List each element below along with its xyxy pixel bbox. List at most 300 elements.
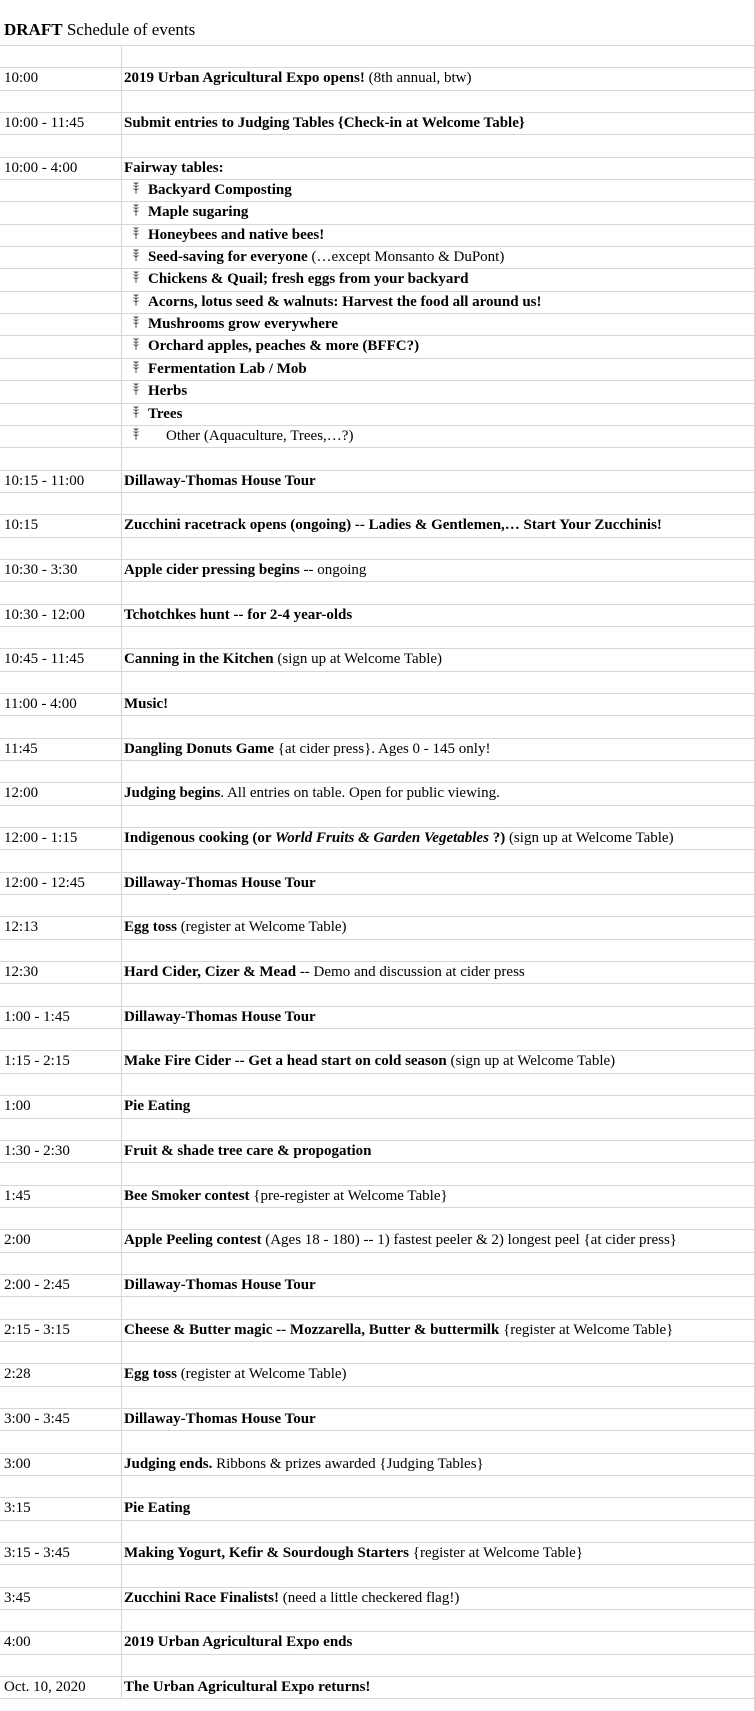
table-row[interactable] — [0, 1431, 755, 1453]
time-cell[interactable]: 12:00 - 1:15 — [4, 830, 78, 847]
time-cell[interactable]: 10:15 — [4, 517, 39, 534]
time-cell[interactable] — [4, 984, 116, 1005]
event-text: Fruit & shade tree care & propogation — [124, 1142, 372, 1159]
table-row[interactable] — [0, 739, 755, 761]
event-cell[interactable] — [121, 605, 755, 626]
event-cell[interactable] — [121, 269, 755, 290]
event-text: Hard Cider, Cizer & Mead — [124, 964, 297, 981]
event-text: (need a little checkered flag!) — [279, 1589, 460, 1606]
event-cell[interactable] — [121, 1409, 755, 1430]
time-cell[interactable] — [4, 314, 116, 335]
event-cell[interactable] — [121, 1297, 755, 1318]
event-text: World Fruits & Garden Vegetables — [275, 830, 489, 847]
table-row[interactable] — [0, 1051, 755, 1073]
time-cell[interactable]: 10:45 - 11:45 — [4, 651, 85, 668]
event-cell[interactable] — [121, 158, 755, 179]
table-row[interactable] — [0, 582, 755, 604]
table-row[interactable] — [0, 336, 755, 358]
event-cell[interactable] — [121, 1141, 755, 1162]
table-row[interactable] — [0, 1387, 755, 1409]
wheat-sprig-icon — [124, 247, 148, 268]
table-row[interactable] — [0, 381, 755, 403]
table-row[interactable] — [0, 649, 755, 671]
event-cell[interactable] — [121, 1498, 755, 1519]
event-cell[interactable] — [121, 1119, 755, 1140]
time-cell[interactable] — [4, 1253, 116, 1274]
time-cell[interactable]: 10:15 - 11:00 — [4, 472, 85, 489]
event-text: Maple sugaring — [148, 204, 249, 221]
event-cell[interactable] — [121, 225, 755, 246]
event-cell[interactable] — [121, 68, 755, 89]
event-cell[interactable] — [121, 672, 755, 693]
event-cell[interactable] — [121, 1275, 755, 1296]
event-cell[interactable] — [121, 1253, 755, 1274]
table-row[interactable] — [0, 91, 755, 113]
table-row[interactable] — [0, 560, 755, 582]
time-cell[interactable] — [4, 716, 116, 737]
event-text: Pie Eating — [124, 1500, 191, 1517]
table-row[interactable] — [0, 694, 755, 716]
table-row[interactable] — [0, 538, 755, 560]
event-cell[interactable] — [121, 1632, 755, 1653]
event-text: Make Fire Cider -- Get a head start on cold season — [124, 1053, 447, 1070]
table-row[interactable] — [0, 1275, 755, 1297]
event-cell[interactable] — [121, 1051, 755, 1072]
event-cell[interactable] — [121, 381, 755, 402]
event-text: Honeybees and native bees! — [148, 226, 325, 243]
time-cell[interactable] — [4, 1610, 116, 1631]
time-cell[interactable]: 3:15 - 3:45 — [4, 1545, 70, 1562]
event-cell[interactable] — [121, 180, 755, 201]
table-row[interactable] — [0, 1208, 755, 1230]
time-cell[interactable]: 10:30 - 12:00 — [4, 606, 85, 623]
table-row[interactable] — [0, 1409, 755, 1431]
event-cell[interactable] — [121, 1565, 755, 1586]
wheat-sprig-icon — [124, 202, 148, 223]
time-cell[interactable]: 11:00 - 4:00 — [4, 695, 77, 712]
event-cell[interactable] — [121, 1610, 755, 1631]
time-cell[interactable] — [4, 761, 116, 782]
time-cell[interactable] — [4, 895, 116, 916]
time-cell[interactable] — [4, 1476, 116, 1497]
event-text: Apple Peeling contest — [124, 1232, 262, 1249]
table-row[interactable] — [0, 448, 755, 470]
event-cell[interactable] — [121, 739, 755, 760]
time-cell[interactable] — [4, 404, 116, 425]
time-cell[interactable] — [4, 1163, 116, 1184]
event-cell[interactable] — [121, 806, 755, 827]
table-row[interactable] — [0, 828, 755, 850]
draft-label: DRAFT — [4, 20, 63, 39]
wheat-sprig-icon — [124, 180, 148, 201]
event-text: (8th annual, btw) — [364, 70, 472, 87]
time-cell[interactable] — [4, 269, 116, 290]
time-cell[interactable]: Oct. 10, 2020 — [4, 1679, 86, 1696]
time-cell[interactable] — [4, 135, 116, 156]
time-cell[interactable] — [4, 336, 116, 357]
time-cell[interactable]: 4:00 — [4, 1634, 31, 1651]
table-row[interactable] — [0, 940, 755, 962]
time-cell[interactable]: 2:28 — [4, 1366, 31, 1383]
table-row[interactable] — [0, 962, 755, 984]
event-cell[interactable] — [121, 404, 755, 425]
event-text: Orchard apples, peaches & more (BFFC?) — [148, 338, 420, 355]
table-row[interactable] — [0, 1297, 755, 1319]
table-row[interactable] — [0, 1029, 755, 1051]
time-cell[interactable] — [4, 1342, 116, 1363]
time-cell[interactable]: 1:00 — [4, 1098, 31, 1115]
event-cell[interactable] — [121, 292, 755, 313]
event-text: Music! — [124, 695, 169, 712]
time-cell[interactable]: 11:45 — [4, 740, 38, 757]
table-row[interactable] — [0, 68, 755, 90]
event-cell[interactable] — [121, 1074, 755, 1095]
event-text: (register at Welcome Table) — [176, 1366, 347, 1383]
event-cell[interactable] — [121, 761, 755, 782]
event-cell[interactable] — [121, 560, 755, 581]
event-text: Apple cider pressing begins — [124, 561, 300, 578]
event-text: Mushrooms grow everywhere — [148, 316, 338, 333]
table-row[interactable] — [0, 1610, 755, 1632]
wheat-sprig-icon — [124, 359, 148, 380]
time-cell[interactable] — [4, 1387, 116, 1408]
time-cell[interactable] — [4, 582, 116, 603]
event-text: {register at Welcome Table} — [409, 1545, 584, 1562]
table-row[interactable] — [0, 1253, 755, 1275]
wheat-sprig-icon — [124, 404, 148, 425]
time-cell[interactable] — [4, 180, 116, 201]
table-row[interactable] — [0, 1565, 755, 1587]
time-cell[interactable]: 3:00 - 3:45 — [4, 1410, 70, 1427]
time-cell[interactable]: 3:00 — [4, 1455, 31, 1472]
event-text: (sign up at Welcome Table) — [273, 651, 443, 668]
event-cell[interactable] — [121, 962, 755, 983]
event-text: 2019 Urban Agricultural Expo opens! — [124, 70, 365, 87]
event-text: Herbs — [148, 383, 188, 400]
event-cell[interactable] — [121, 1007, 755, 1028]
event-cell[interactable] — [121, 850, 755, 871]
event-cell[interactable] — [121, 582, 755, 603]
event-text: Zucchini Race Finalists! — [124, 1589, 280, 1606]
event-text: {register at Welcome Table} — [499, 1321, 674, 1338]
event-text: Acorns, lotus seed & walnuts: Harvest the food all around us! — [148, 293, 542, 310]
event-cell[interactable] — [121, 1163, 755, 1184]
event-cell[interactable] — [121, 895, 755, 916]
event-text: Canning in the Kitchen — [124, 651, 274, 668]
time-cell[interactable] — [4, 806, 116, 827]
title-row[interactable] — [0, 0, 755, 46]
event-text: ?) — [488, 830, 506, 847]
time-cell[interactable] — [4, 493, 116, 514]
event-text: Dillaway-Thomas House Tour — [124, 1410, 316, 1427]
event-cell[interactable] — [121, 91, 755, 112]
event-text: Zucchini racetrack opens (ongoing) -- Ladies & Gentlemen,… Start Your Zucchinis! — [124, 517, 662, 534]
table-row[interactable] — [0, 783, 755, 805]
event-cell[interactable] — [121, 1096, 755, 1117]
table-row[interactable] — [0, 1655, 755, 1677]
event-cell[interactable] — [121, 649, 755, 670]
table-row[interactable] — [0, 493, 755, 515]
time-cell[interactable] — [4, 448, 116, 469]
event-text: Dillaway-Thomas House Tour — [124, 1008, 316, 1025]
table-row[interactable] — [0, 46, 755, 68]
event-cell[interactable] — [121, 1431, 755, 1452]
schedule-rows — [0, 46, 755, 1699]
table-row[interactable] — [0, 404, 755, 426]
table-row[interactable] — [0, 247, 755, 269]
time-cell[interactable] — [4, 940, 116, 961]
table-row[interactable] — [0, 202, 755, 224]
event-cell[interactable] — [121, 1677, 755, 1698]
time-cell[interactable] — [4, 850, 116, 871]
table-row[interactable] — [0, 895, 755, 917]
time-cell[interactable]: 2:15 - 3:15 — [4, 1321, 70, 1338]
time-cell[interactable] — [4, 1119, 116, 1140]
time-cell[interactable] — [4, 46, 116, 67]
table-row[interactable] — [0, 1498, 755, 1520]
table-row[interactable] — [0, 984, 755, 1006]
event-cell[interactable] — [121, 1029, 755, 1050]
event-text: Cheese & Butter magic -- Mozzarella, Butter & buttermilk — [124, 1321, 500, 1338]
time-cell[interactable] — [4, 627, 116, 648]
table-row[interactable] — [0, 1230, 755, 1252]
event-cell[interactable] — [121, 1230, 755, 1251]
event-cell[interactable] — [121, 1454, 755, 1475]
event-cell[interactable] — [121, 1186, 755, 1207]
wheat-sprig-icon — [124, 269, 148, 290]
event-text: Fairway tables: — [124, 159, 224, 176]
table-row[interactable] — [0, 1074, 755, 1096]
event-cell[interactable] — [121, 448, 755, 469]
table-row[interactable] — [0, 761, 755, 783]
wheat-sprig-icon — [124, 426, 148, 447]
table-row[interactable] — [0, 627, 755, 649]
event-text: Egg toss — [124, 919, 177, 936]
event-text: Ribbons & prizes awarded {Judging Tables} — [212, 1455, 484, 1472]
time-cell[interactable]: 3:15 — [4, 1500, 31, 1517]
time-cell[interactable] — [4, 1208, 116, 1229]
time-cell[interactable]: 12:00 - 12:45 — [4, 874, 85, 891]
event-cell[interactable] — [121, 247, 755, 268]
table-row[interactable] — [0, 1476, 755, 1498]
time-cell[interactable] — [4, 91, 116, 112]
event-cell[interactable] — [121, 493, 755, 514]
table-row[interactable] — [0, 359, 755, 381]
table-row[interactable] — [0, 806, 755, 828]
event-text: Bee Smoker contest — [124, 1187, 250, 1204]
event-text: (sign up at Welcome Table) — [446, 1053, 616, 1070]
time-cell[interactable] — [4, 1431, 116, 1452]
table-row[interactable] — [0, 1007, 755, 1029]
event-cell[interactable] — [121, 694, 755, 715]
event-cell[interactable] — [121, 538, 755, 559]
event-cell[interactable] — [121, 984, 755, 1005]
table-row[interactable] — [0, 471, 755, 493]
event-cell[interactable] — [121, 1387, 755, 1408]
table-row[interactable] — [0, 1320, 755, 1342]
time-cell[interactable] — [4, 1521, 116, 1542]
table-row[interactable] — [0, 1096, 755, 1118]
event-text: (sign up at Welcome Table) — [505, 830, 674, 847]
time-cell[interactable] — [4, 1655, 116, 1676]
event-text: Fermentation Lab / Mob — [148, 360, 307, 377]
event-text: . All entries on table. Open for public viewing. — [220, 785, 500, 802]
time-cell[interactable]: 12:00 — [4, 785, 39, 802]
event-cell[interactable] — [121, 828, 755, 849]
time-cell[interactable]: 2:00 - 2:45 — [4, 1276, 70, 1293]
time-cell[interactable] — [4, 202, 116, 223]
table-row[interactable] — [0, 672, 755, 694]
table-row[interactable] — [0, 716, 755, 738]
event-text: Indigenous cooking (or — [124, 830, 276, 847]
table-row[interactable] — [0, 1364, 755, 1386]
table-row[interactable] — [0, 314, 755, 336]
time-cell[interactable]: 10:30 - 3:30 — [4, 561, 78, 578]
table-row[interactable] — [0, 158, 755, 180]
table-row[interactable] — [0, 180, 755, 202]
time-cell[interactable] — [4, 1297, 116, 1318]
event-cell[interactable] — [121, 202, 755, 223]
event-cell[interactable] — [121, 1208, 755, 1229]
time-cell[interactable]: 2:00 — [4, 1232, 31, 1249]
event-text: Dangling Donuts Game — [124, 740, 275, 757]
time-cell[interactable] — [4, 381, 116, 402]
event-cell[interactable] — [121, 1588, 755, 1609]
table-row[interactable] — [0, 1677, 755, 1699]
event-cell[interactable] — [121, 1521, 755, 1542]
time-cell[interactable] — [4, 426, 116, 447]
table-row[interactable] — [0, 113, 755, 135]
event-text: (…except Monsanto & DuPont) — [307, 249, 505, 266]
table-row[interactable] — [0, 1454, 755, 1476]
time-cell[interactable]: 12:30 — [4, 964, 39, 981]
event-cell[interactable] — [121, 336, 755, 357]
event-text: Judging ends. — [124, 1455, 213, 1472]
event-text: Judging begins — [124, 785, 221, 802]
wheat-sprig-icon — [124, 314, 148, 335]
event-cell[interactable] — [121, 940, 755, 961]
table-row[interactable] — [0, 292, 755, 314]
table-row[interactable] — [0, 873, 755, 895]
event-cell[interactable] — [121, 716, 755, 737]
event-cell[interactable] — [121, 135, 755, 156]
table-row[interactable] — [0, 426, 755, 448]
time-cell[interactable] — [4, 225, 116, 246]
event-cell[interactable] — [121, 515, 755, 536]
time-cell[interactable]: 3:45 — [4, 1589, 31, 1606]
event-text: 2019 Urban Agricultural Expo ends — [124, 1634, 353, 1651]
table-row[interactable] — [0, 1521, 755, 1543]
table-row[interactable] — [0, 1141, 755, 1163]
table-row[interactable] — [0, 1543, 755, 1565]
table-row[interactable] — [0, 917, 755, 939]
event-text: -- ongoing — [299, 561, 367, 578]
event-cell[interactable] — [121, 627, 755, 648]
event-cell[interactable] — [121, 314, 755, 335]
time-cell[interactable]: 12:13 — [4, 919, 39, 936]
event-text: (register at Welcome Table) — [176, 919, 347, 936]
wheat-sprig-icon — [124, 381, 148, 402]
time-cell[interactable]: 1:45 — [4, 1187, 31, 1204]
event-text: Seed-saving for everyone — [148, 249, 308, 266]
wheat-sprig-icon — [124, 336, 148, 357]
time-cell[interactable] — [4, 247, 116, 268]
event-cell[interactable] — [121, 46, 755, 67]
event-cell[interactable] — [121, 873, 755, 894]
time-cell[interactable]: 10:00 - 11:45 — [4, 115, 85, 132]
time-cell[interactable]: 1:00 - 1:45 — [4, 1008, 70, 1025]
event-text: Submit entries to Judging Tables {Check-in at Welcome Table} — [124, 115, 525, 132]
event-text: Pie Eating — [124, 1098, 191, 1115]
event-cell[interactable] — [121, 1320, 755, 1341]
table-row[interactable] — [0, 135, 755, 157]
event-text: -- Demo and discussion at cider press — [296, 964, 525, 981]
time-cell[interactable] — [4, 1074, 116, 1095]
table-row[interactable] — [0, 1186, 755, 1208]
table-row[interactable] — [0, 1632, 755, 1654]
event-cell[interactable] — [121, 1655, 755, 1676]
event-cell[interactable] — [121, 1543, 755, 1564]
event-text: Egg toss — [124, 1366, 177, 1383]
time-cell[interactable] — [4, 292, 116, 313]
table-row[interactable] — [0, 605, 755, 627]
time-cell[interactable] — [4, 1565, 116, 1586]
event-text: Backyard Composting — [148, 182, 292, 199]
wheat-sprig-icon — [124, 292, 148, 313]
time-cell[interactable]: 1:15 - 2:15 — [4, 1053, 70, 1070]
event-text: Making Yogurt, Kefir & Sourdough Starters — [124, 1545, 409, 1562]
title-text: Schedule of events — [66, 20, 196, 39]
event-text: (Ages 18 - 180) -- 1) fastest peeler & 2) longest peel {at cider press} — [261, 1232, 677, 1249]
event-text: {pre-register at Welcome Table} — [249, 1187, 448, 1204]
table-row[interactable] — [0, 1163, 755, 1185]
event-cell[interactable] — [121, 917, 755, 938]
time-cell[interactable] — [4, 1029, 116, 1050]
time-cell[interactable]: 10:00 - 4:00 — [4, 159, 78, 176]
time-cell[interactable] — [4, 672, 116, 693]
table-row[interactable] — [0, 1119, 755, 1141]
time-cell[interactable] — [4, 359, 116, 380]
event-text: The Urban Agricultural Expo returns! — [124, 1679, 371, 1696]
event-text: Dillaway-Thomas House Tour — [124, 472, 316, 489]
table-row[interactable] — [0, 850, 755, 872]
event-cell[interactable] — [121, 783, 755, 804]
event-text: Dillaway-Thomas House Tour — [124, 1276, 316, 1293]
table-row[interactable] — [0, 225, 755, 247]
time-cell[interactable]: 1:30 - 2:30 — [4, 1142, 70, 1159]
event-cell[interactable] — [121, 471, 755, 492]
event-text: Chickens & Quail; fresh eggs from your backyard — [148, 271, 469, 288]
event-text: Other (Aquaculture, Trees,…?) — [166, 427, 354, 444]
time-cell[interactable] — [4, 538, 116, 559]
event-cell[interactable] — [121, 1476, 755, 1497]
event-cell[interactable] — [121, 1342, 755, 1363]
event-text: Tchotchkes hunt -- for 2-4 year-olds — [124, 606, 353, 623]
event-text: Dillaway-Thomas House Tour — [124, 874, 316, 891]
event-text: Trees — [148, 405, 183, 422]
event-cell[interactable] — [121, 1364, 755, 1385]
table-row[interactable] — [0, 1588, 755, 1610]
event-text: {at cider press}. Ages 0 - 145 only! — [274, 740, 491, 757]
event-cell[interactable] — [121, 113, 755, 134]
time-cell[interactable]: 10:00 — [4, 70, 39, 87]
event-cell[interactable] — [121, 359, 755, 380]
wheat-sprig-icon — [124, 225, 148, 246]
table-row[interactable] — [0, 269, 755, 291]
event-cell[interactable] — [121, 426, 755, 447]
table-row[interactable] — [0, 1342, 755, 1364]
table-row[interactable] — [0, 515, 755, 537]
